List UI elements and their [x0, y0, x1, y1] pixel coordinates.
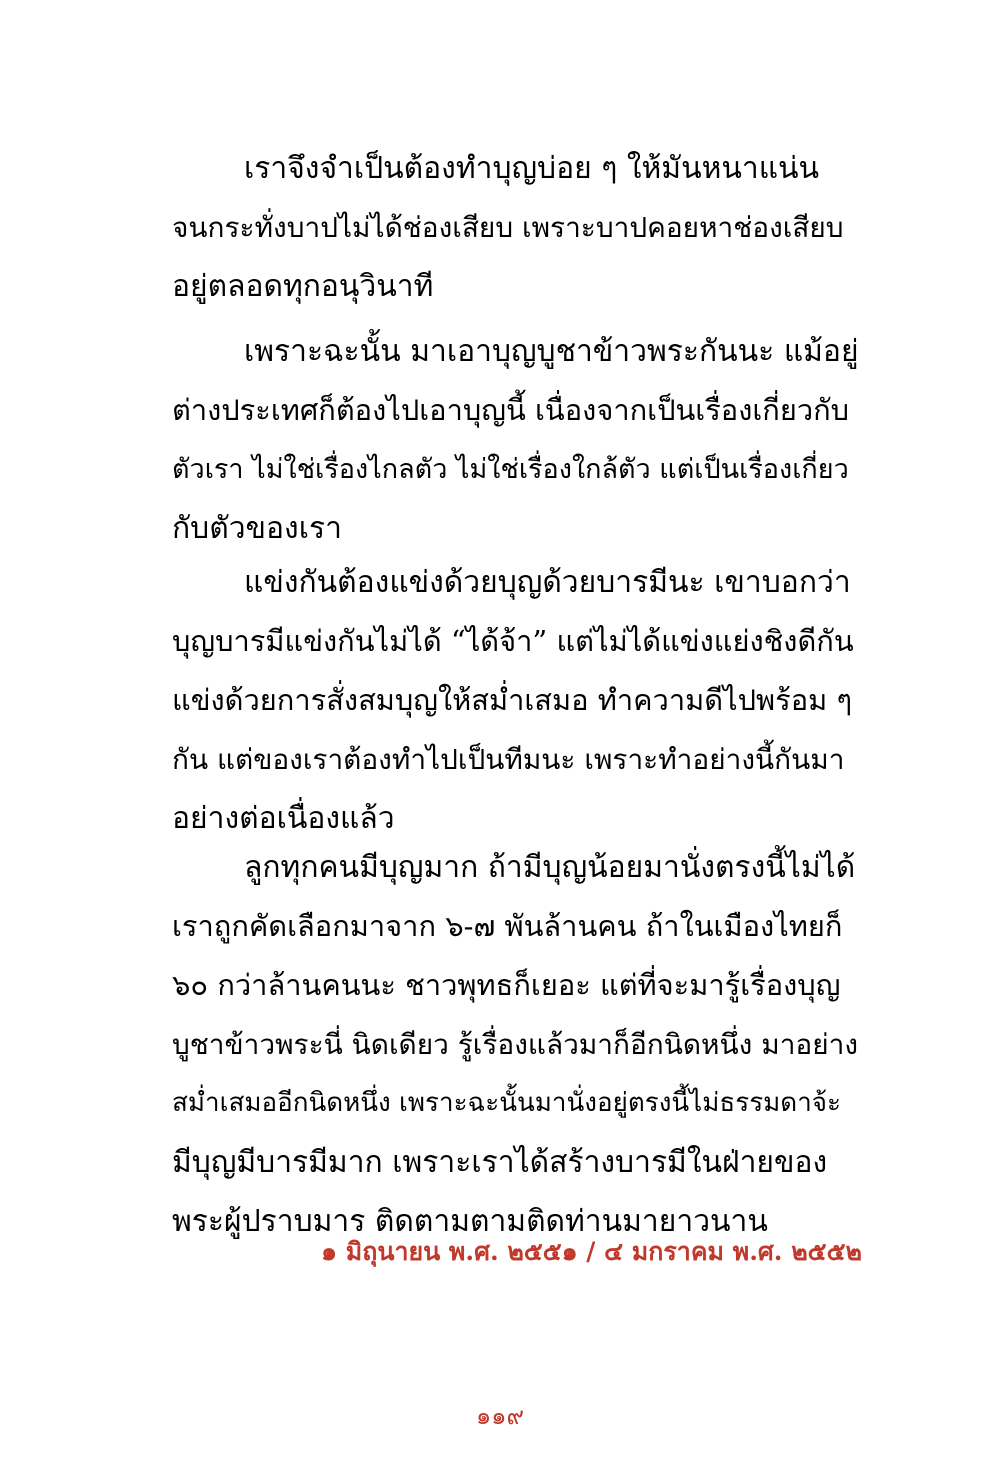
paragraph-line: มีบุญมีบารมีมาก เพราะเราได้สร้างบารมีในฝ่ายของ [172, 1145, 828, 1180]
paragraph-line: เราถูกคัดเลือกมาจาก ๖-๗ พันล้านคน ถ้าในเมืองไทยก็ [172, 909, 843, 943]
date-line: ๑ มิถุนายน พ.ศ. ๒๕๕๑ / ๔ มกราคม พ.ศ. ๒๕๕๒ [321, 1237, 862, 1266]
paragraph-line: เราจึงจำเป็นต้องทำบุญบ่อย ๆ ให้มันหนาแน่น [244, 151, 820, 186]
paragraph-line: จนกระทั่งบาปไม่ได้ช่องเสียบ เพราะบาปคอยหาช่องเสียบ [172, 211, 844, 244]
paragraph-line: อย่างต่อเนื่องแล้ว [172, 801, 395, 836]
paragraph-line: ลูกทุกคนมีบุญมาก ถ้ามีบุญน้อยมานั่งตรงนี้ไม่ได้ [244, 850, 856, 885]
paragraph-line: แข่งด้วยการสั่งสมบุญให้สม่ำเสมอ ทำความดีไปพร้อม ๆ [172, 683, 853, 717]
paragraph-1 [172, 139, 862, 316]
paragraph-line: ๖๐ กว่าล้านคนนะ ชาวพุทธก็เยอะ แต่ที่จะมารู้เรื่องบุญ [172, 968, 841, 1002]
paragraph-4 [172, 838, 862, 1251]
paragraph-line: สม่ำเสมออีกนิดหนึ่ง เพราะฉะนั้นมานั่งอยู่ตรงนี้ไม่ธรรมดาจ้ะ [172, 1088, 841, 1118]
paragraph-line: ต่างประเทศก็ต้องไปเอาบุญนี้ เนื่องจากเป็นเรื่องเกี่ยวกับ [172, 393, 850, 427]
paragraph-line: ตัวเรา ไม่ใช่เรื่องไกลตัว ไม่ใช่เรื่องใกล้ตัว แต่เป็นเรื่องเกี่ยว [172, 454, 849, 485]
paragraph-2 [172, 322, 862, 558]
paragraph-line: อยู่ตลอดทุกอนุวินาที [172, 269, 434, 304]
paragraph-line: กับตัวของเรา [172, 511, 342, 546]
paragraph-3 [172, 553, 862, 848]
paragraph-line: กัน แต่ของเราต้องทำไปเป็นทีมนะ เพราะทำอย่างนี้กันมา [172, 743, 845, 776]
paragraph-line: เพราะฉะนั้น มาเอาบุญบูชาข้าวพระกันนะ แม้อยู่ [244, 334, 859, 369]
page-number: ๑๑๙ [475, 1402, 525, 1430]
paragraph-line: พระผู้ปราบมาร ติดตามตามติดท่านมายาวนาน [172, 1204, 768, 1239]
paragraph-line: แข่งกันต้องแข่งด้วยบุญด้วยบารมีนะ เขาบอกว่า [244, 565, 851, 600]
paragraph-line: บุญบารมีแข่งกันไม่ได้ “ได้จ้า” แต่ไม่ได้แข่งแย่งชิงดีกัน [172, 624, 854, 658]
paragraph-line: บูชาข้าวพระนี่ นิดเดียว รู้เรื่องแล้วมาก็อีกนิดหนึ่ง มาอย่าง [172, 1028, 859, 1061]
